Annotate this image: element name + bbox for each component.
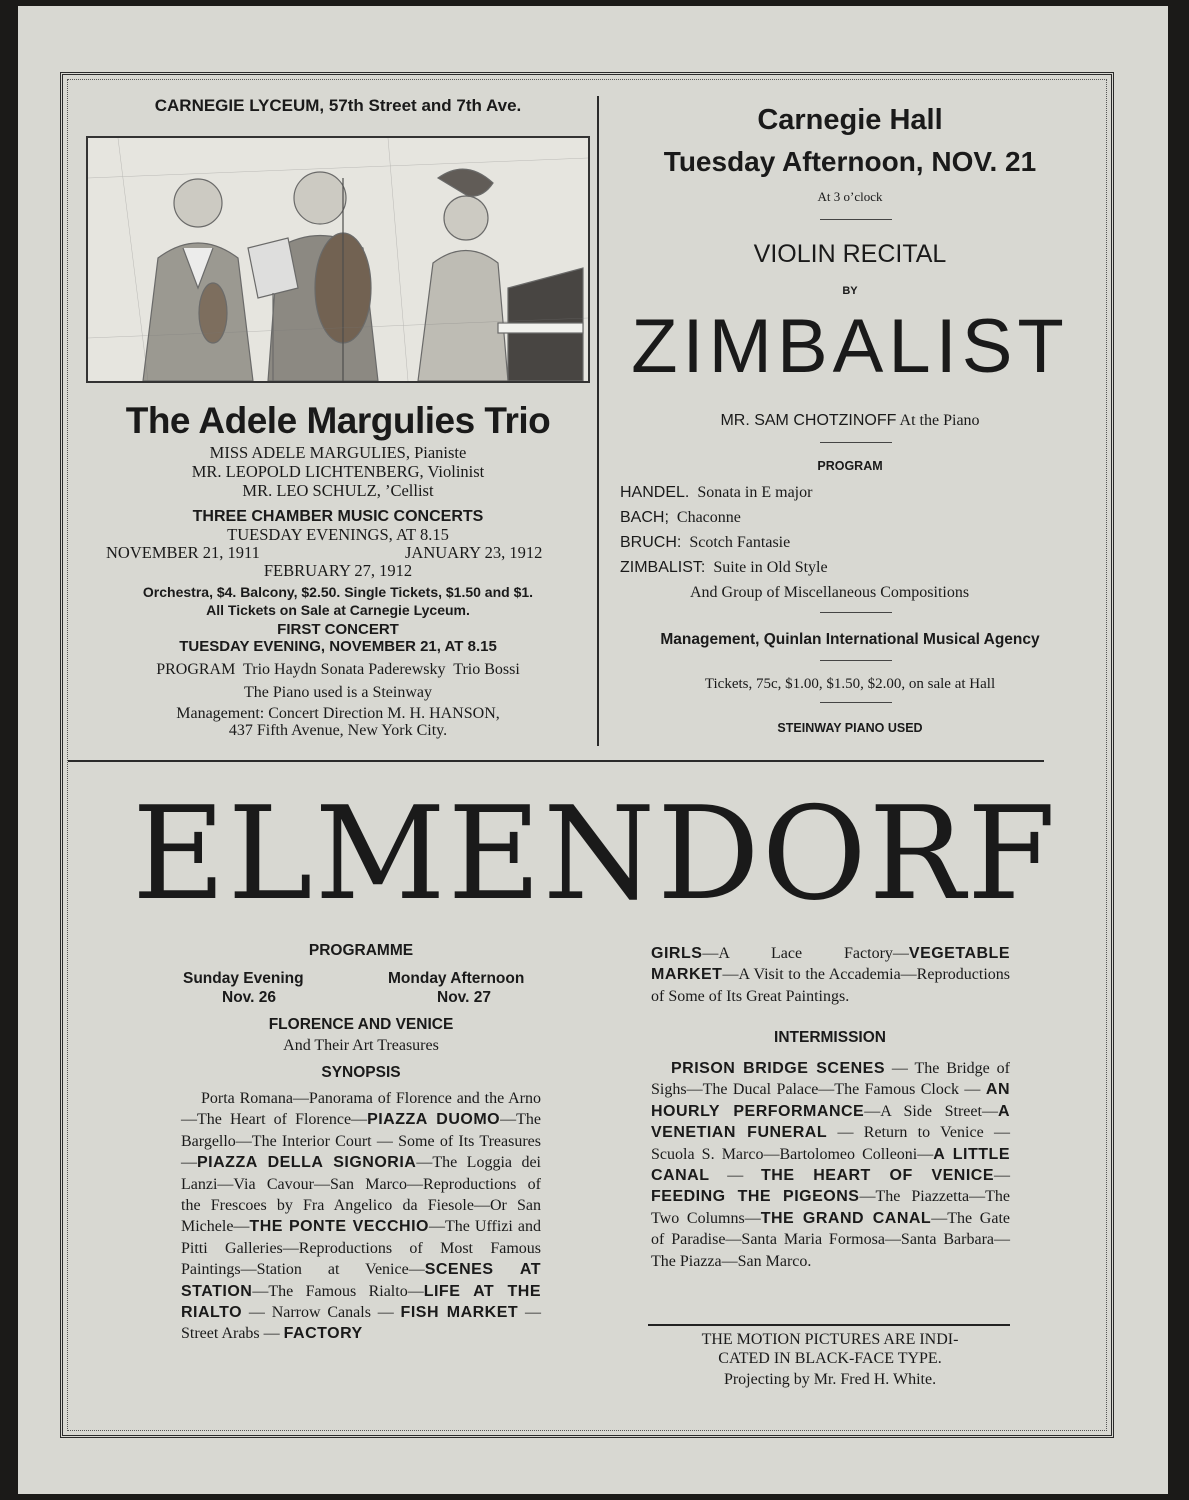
program-item xyxy=(620,484,812,502)
lyceum-header: CARNEGIE LYCEUM, 57th Street and 7th Ave. xyxy=(154,96,522,115)
concert-date-2: JANUARY 23, 1912 xyxy=(405,543,543,562)
motion-picture-item: FEEDING THE PIGEONS xyxy=(651,1188,860,1206)
lyceum-piano: The Piano used is a Steinway xyxy=(244,684,432,701)
composer: HANDEL. xyxy=(620,484,690,501)
day1-date: Nov. 26 xyxy=(222,989,276,1006)
motion-picture-item: AN HOURLY PERFORMANCE xyxy=(651,1081,1010,1120)
motion-picture-item: A LITTLE CANAL xyxy=(651,1145,1010,1185)
synopsis-text: — xyxy=(709,1167,762,1185)
synopsis-text: —The Famous Rialto— xyxy=(252,1282,424,1300)
motion-picture-item: SCENES AT STATION xyxy=(181,1261,541,1300)
trio-title: The Adele Margulies Trio xyxy=(125,400,551,441)
hall-management: Management, Quinlan International Musical Agency xyxy=(660,631,1040,648)
concerts-time: TUESDAY EVENINGS, AT 8.15 xyxy=(227,525,449,544)
motion-picture-item: A VENETIAN FUNERAL xyxy=(651,1102,1010,1142)
synopsis-text: —The Gate of Paradise—Santa Maria Formosa—Santa Barbara—The Piazza—San Marco. xyxy=(651,1209,1010,1270)
footnote-line-2: CATED IN BLACK-FACE TYPE. xyxy=(718,1350,942,1367)
synopsis-text: —A Visit to the Accademia—Reproductions of Some of Its Great Paintings. xyxy=(651,966,1010,1005)
synopsis-text: — The Bridge of Sighs—The Ducal Palace—The Famous Clock — xyxy=(651,1060,1010,1099)
day2-label: Monday Afternoon xyxy=(388,970,525,987)
hall-program-heading: PROGRAM xyxy=(817,459,883,473)
synopsis-text: —The Uffizi and Pitti Galleries—Reproductions of Most Famous Paintings—Station at Venice— xyxy=(181,1218,541,1279)
trio-illustration xyxy=(86,136,590,383)
motion-picture-item: THE GRAND CANAL xyxy=(760,1209,932,1227)
work: Sonata in E major xyxy=(697,484,813,501)
synopsis-text: — Street Arabs — xyxy=(181,1304,541,1343)
section-divider xyxy=(68,760,1044,762)
synopsis-text: Porta Romana—Panorama of Florence and the Arno—The Heart of Florence— xyxy=(181,1090,541,1129)
day1-label: Sunday Evening xyxy=(183,970,304,987)
elmendorf-title: ELMENDORF xyxy=(132,780,1058,929)
motion-picture-item: FACTORY xyxy=(283,1325,363,1343)
program-item xyxy=(620,509,741,527)
synopsis-heading: SYNOPSIS xyxy=(321,1064,401,1081)
synopsis-right-column-top xyxy=(651,943,1010,1007)
motion-picture-item: PIAZZA DELLA SIGNORIA xyxy=(197,1154,417,1172)
programme-heading: PROGRAMME xyxy=(308,942,414,959)
synopsis-right-column-bottom xyxy=(651,1058,1010,1272)
work: Suite in Old Style xyxy=(713,559,828,576)
performer-name: ZIMBALIST xyxy=(631,304,1069,389)
member-2: MR. LEOPOLD LICHTENBERG, Violinist xyxy=(191,462,485,481)
synopsis-text: —A Side Street— xyxy=(864,1102,998,1120)
composer: BRUCH: xyxy=(620,534,682,551)
lyceum-management: Management: Concert Direction M. H. HANSON, xyxy=(176,705,500,722)
hall-venue: Carnegie Hall xyxy=(757,104,943,136)
projecting-credit: Projecting by Mr. Fred H. White. xyxy=(723,1371,937,1388)
footnote-line-1: THE MOTION PICTURES ARE INDI- xyxy=(701,1331,959,1348)
hall-tickets: Tickets, 75c, $1.00, $1.50, $2.00, on sale at Hall xyxy=(704,676,996,692)
motion-picture-item: VEGETABLE MARKET xyxy=(651,945,1010,984)
synopsis-text: —The Bargello—The Interior Court — Some of Its Treasures — xyxy=(181,1111,542,1172)
composer: BACH; xyxy=(620,509,669,526)
synopsis-text: — xyxy=(994,1167,1011,1185)
day2-date: Nov. 27 xyxy=(437,989,491,1006)
motion-picture-item: THE PONTE VECCHIO xyxy=(249,1218,429,1236)
tickets-note: All Tickets on Sale at Carnegie Lyceum. xyxy=(206,602,470,618)
hall-piano: STEINWAY PIANO USED xyxy=(777,721,923,735)
program-item xyxy=(620,534,790,552)
concert-date-1: NOVEMBER 21, 1911 xyxy=(106,543,260,562)
hall-event: VIOLIN RECITAL xyxy=(753,240,947,268)
first-concert-date: TUESDAY EVENING, NOVEMBER 21, AT 8.15 xyxy=(179,638,497,655)
elmendorf-subtitle: And Their Art Treasures xyxy=(283,1037,439,1054)
motion-picture-item: LIFE AT THE RIALTO xyxy=(181,1282,541,1322)
intermission-heading: INTERMISSION xyxy=(774,1029,886,1046)
synopsis-text: — Return to Venice — Scuola S. Marco—Bartolomeo Colleoni— xyxy=(651,1124,1011,1163)
member-3: MR. LEO SCHULZ, ’Cellist xyxy=(242,481,434,500)
program-item xyxy=(620,559,828,577)
synopsis-text: —A Lace Factory— xyxy=(702,945,909,962)
column-divider xyxy=(597,96,599,746)
motion-picture-item: GIRLS xyxy=(651,945,703,962)
program-extra: And Group of Miscellaneous Compositions xyxy=(690,584,970,601)
hall-date: Tuesday Afternoon, NOV. 21 xyxy=(663,146,1037,177)
synopsis-left-column xyxy=(181,1088,541,1345)
ticket-prices: Orchestra, $4. Balcony, $2.50. Single Tickets, $1.50 and $1. xyxy=(142,584,534,600)
member-1: MISS ADELE MARGULIES, Pianiste xyxy=(209,443,467,462)
composer: ZIMBALIST: xyxy=(620,559,706,576)
hall-time: At 3 o’clock xyxy=(817,189,883,204)
motion-picture-item: THE HEART OF VENICE xyxy=(761,1167,995,1185)
concert-date-3: FEBRUARY 27, 1912 xyxy=(263,561,413,580)
motion-picture-item: PRISON BRIDGE SCENES xyxy=(671,1060,886,1077)
lyceum-program: PROGRAM Trio Haydn Sonata Paderewsky Trio Bossi xyxy=(156,661,520,678)
synopsis-text: —The Loggia dei Lanzi—Via Cavour—San Marco—Reproductions of the Frescoes by Fra Angelico da Fiesole—Or San Michele— xyxy=(181,1154,541,1236)
first-concert: FIRST CONCERT xyxy=(277,621,399,638)
hall-by: BY xyxy=(842,285,858,297)
lyceum-address: 437 Fifth Avenue, New York City. xyxy=(228,722,448,739)
concerts-heading: THREE CHAMBER MUSIC CONCERTS xyxy=(192,508,484,525)
motion-picture-item: FISH MARKET xyxy=(400,1304,519,1322)
work: Chaconne xyxy=(676,509,741,526)
accompanist-name: MR. SAM CHOTZINOFF xyxy=(720,412,897,429)
accompanist-role: At the Piano xyxy=(899,412,980,429)
hall-accompanist-line xyxy=(610,412,1090,430)
elmendorf-subject: FLORENCE AND VENICE xyxy=(268,1016,454,1033)
work: Scotch Fantasie xyxy=(689,534,791,551)
synopsis-text: — Narrow Canals — xyxy=(242,1304,401,1322)
motion-picture-item: PIAZZA DUOMO xyxy=(367,1111,501,1129)
synopsis-text: —The Piazzetta—The Two Columns— xyxy=(651,1188,1010,1227)
